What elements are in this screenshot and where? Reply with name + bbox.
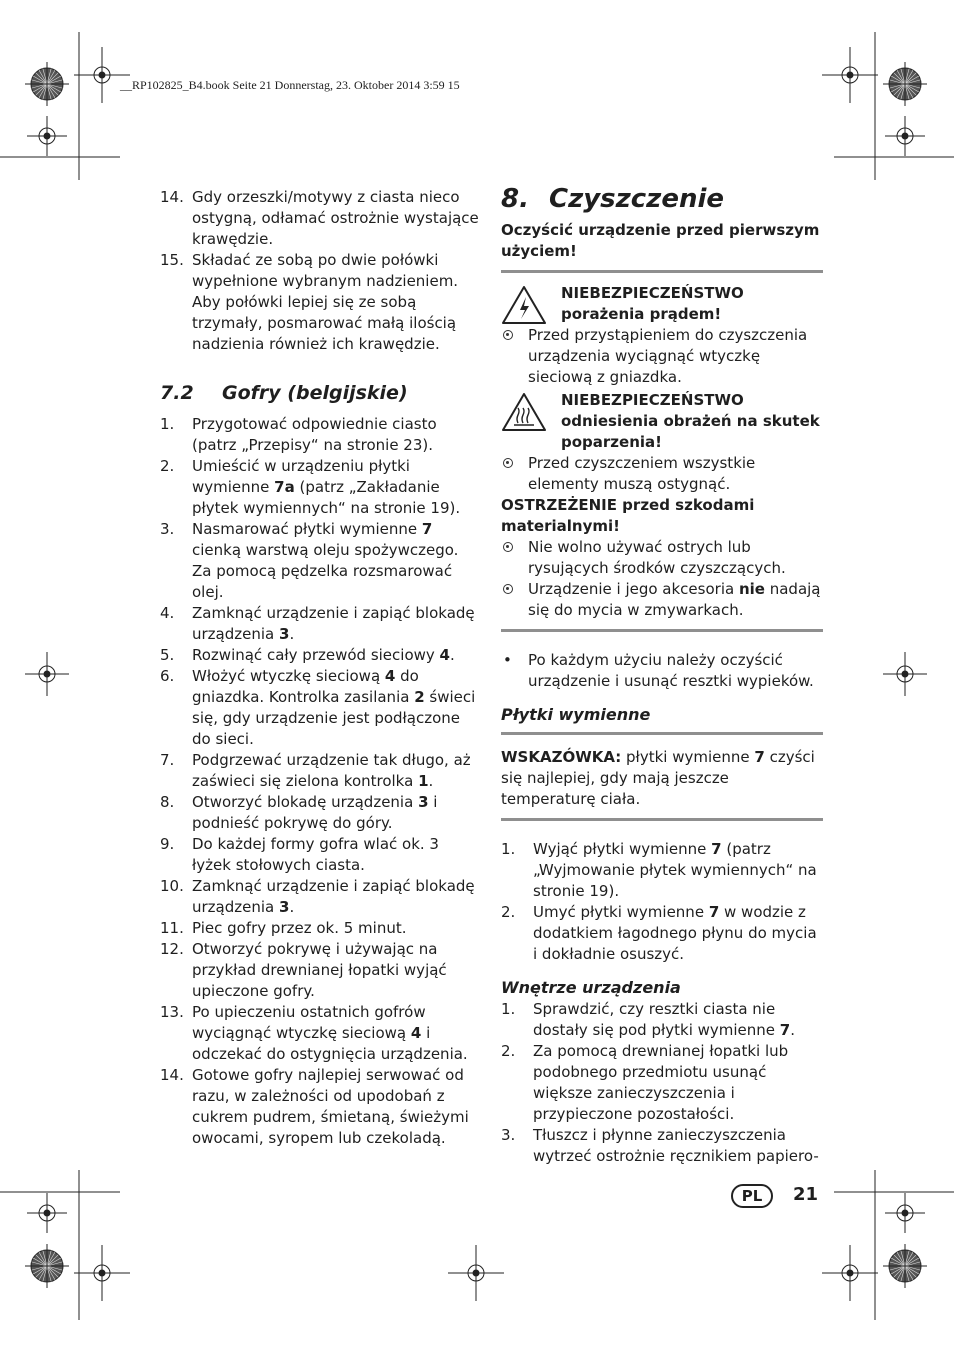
list-item: 1. Wyjąć płytki wymienne 7 (patrz „Wyjmowanie płytek wymiennych“ na stronie 19).	[501, 840, 817, 900]
danger-burn-notice	[501, 390, 823, 453]
danger-title: NIEBEZPIECZEŃSTWO porażenia prądem!	[561, 284, 744, 323]
circle-bullet-icon	[503, 584, 513, 594]
divider	[501, 732, 823, 735]
circle-bullet-icon	[503, 458, 513, 468]
list-item: • Po każdym użyciu należy oczyścić urządzenie i usunąć resztki wypieków.	[503, 651, 814, 690]
circle-bullet-icon	[503, 542, 513, 552]
bullet-icon: •	[503, 651, 512, 669]
language-badge: PL	[731, 1184, 773, 1208]
list-item: Nie wolno używać ostrych lub rysujących środków czyszczących.	[501, 537, 823, 579]
danger-title: NIEBEZPIECZEŃSTWO odniesienia obrażeń na skutek poparzenia!	[561, 391, 820, 451]
inside-steps-list	[501, 999, 823, 1167]
divider	[501, 270, 823, 273]
list-item: 9. Do każdej formy gofra wlać ok. 3 łyżek stołowych ciasta.	[160, 835, 439, 874]
list-item: 15. Składać ze sobą po dwie połówki wypełnione wybranym nadzieniem. Aby połówki lepiej się ze sobą trzymały, posmarować małą ilością nadzienia również ich krawędzie.	[160, 251, 459, 353]
note-label: WSKAZÓWKA:	[501, 748, 622, 766]
section-heading	[160, 381, 482, 405]
list-item: Urządzenie i jego akcesoria nie nadają się do mycia w zmywarkach.	[501, 579, 823, 621]
chapter-number: 8.	[501, 184, 529, 214]
bullet-list	[501, 650, 823, 692]
list-item: 13. Po upieczeniu ostatnich gofrów wyciągnąć wtyczkę sieciową 4 i odczekać do ostygnięcia urządzenia.	[160, 1003, 468, 1063]
list-item: 5. Rozwinąć cały przewód sieciowy 4.	[160, 646, 455, 664]
left-column	[160, 187, 482, 1149]
list-item: 1. Przygotować odpowiednie ciasto (patrz „Przepisy“ na stronie 23).	[160, 415, 437, 454]
warning-list	[501, 537, 823, 621]
list-item: 3. Nasmarować płytki wymienne 7 cienką warstwą oleju spożywczego. Za pomocą pędzelka rozsmarować olej.	[160, 520, 459, 601]
page-number: 21	[793, 1184, 819, 1205]
list-item: 6. Włożyć wtyczkę sieciową 4 do gniazdka. Kontrolka zasilania 2 świeci się, gdy urządzenie jest podłączone do sieci.	[160, 667, 476, 748]
chapter-heading	[501, 184, 823, 214]
circle-bullet-icon	[503, 330, 513, 340]
print-header-line: __RP102825_B4.book Seite 21 Donnerstag, 23. Oktober 2014 3:59 15	[120, 78, 460, 92]
danger-electric-notice	[501, 283, 823, 325]
subheading-plates: Płytki wymienne	[501, 705, 651, 724]
subheading-inside: Wnętrze urządzenia	[501, 978, 681, 997]
list-item: 12. Otworzyć pokrywę i używając na przykład drewnianej łopatki wyjąć upieczone gofry.	[160, 940, 447, 1000]
waffle-steps-list	[160, 414, 482, 1149]
list-item: 8. Otworzyć blokadę urządzenia 3 i podnieść pokrywę do góry.	[160, 793, 438, 832]
list-item: 14. Gotowe gofry najlepiej serwować od razu, w zależności od upodobań z cukrem pudrem, śmietaną, świeżymi owocami, syropem lub czekoladą.	[160, 1066, 469, 1147]
divider	[501, 818, 823, 821]
section-number: 7.2	[160, 382, 194, 404]
list-item: 2. Umyć płytki wymienne 7 w wodzie z dodatkiem łagodnego płynu do mycia i dokładnie osuszyć.	[501, 903, 817, 963]
list-item: 10. Zamknąć urządzenie i zapiąć blokadę urządzenia 3.	[160, 877, 475, 916]
note-text: WSKAZÓWKA: płytki wymienne 7 czyści się najlepiej, gdy mają jeszcze temperaturę ciała.	[501, 748, 815, 808]
section-title: Gofry (belgijskie)	[222, 382, 408, 404]
list-item: Przed przystąpieniem do czyszczenia urządzenia wyciągnąć wtyczkę sieciową z gniazdka.	[501, 325, 823, 388]
list-item: 2. Za pomocą drewnianej łopatki lub podobnego przedmiotu usunąć większe zanieczyszczenia i przypieczone pozostałości.	[501, 1042, 789, 1123]
right-column	[501, 184, 823, 1167]
list-item: 1. Sprawdzić, czy resztki ciasta nie dostały się pod płytki wymienne 7.	[501, 1000, 796, 1039]
danger-burn-list	[501, 453, 823, 495]
list-item: 2. Umieścić w urządzeniu płytki wymienne 7a (patrz „Zakładanie płytek wymiennych“ na stronie 19).	[160, 457, 461, 517]
hot-surface-icon	[501, 392, 547, 432]
lead-text: Oczyścić urządzenie przed pierwszym użyciem!	[501, 221, 820, 260]
divider	[501, 629, 823, 632]
electric-hazard-icon	[501, 285, 547, 325]
list-item: Przed czyszczeniem wszystkie elementy muszą ostygnąć.	[501, 453, 823, 495]
chapter-title: Czyszczenie	[549, 184, 725, 214]
list-item: 7. Podgrzewać urządzenie tak długo, aż zaświeci się zielona kontrolka 1.	[160, 751, 471, 790]
list-item: 11. Piec gofry przez ok. 5 minut.	[160, 919, 407, 937]
plates-steps-list	[501, 839, 823, 965]
list-item: 3. Tłuszcz i płynne zanieczyszczenia wytrzeć ostrożnie ręcznikiem papiero-	[501, 1126, 819, 1165]
warning-title: OSTRZEŻENIE przed szkodami materialnymi!	[501, 496, 755, 535]
list-item: 4. Zamknąć urządzenie i zapiąć blokadę urządzenia 3.	[160, 604, 475, 643]
list-item: 14. Gdy orzeszki/motywy z ciasta nieco ostygną, odłamać ostrożnie wystające krawędzie.	[160, 188, 479, 248]
intro-list	[160, 187, 482, 355]
danger-electric-list	[501, 325, 823, 388]
